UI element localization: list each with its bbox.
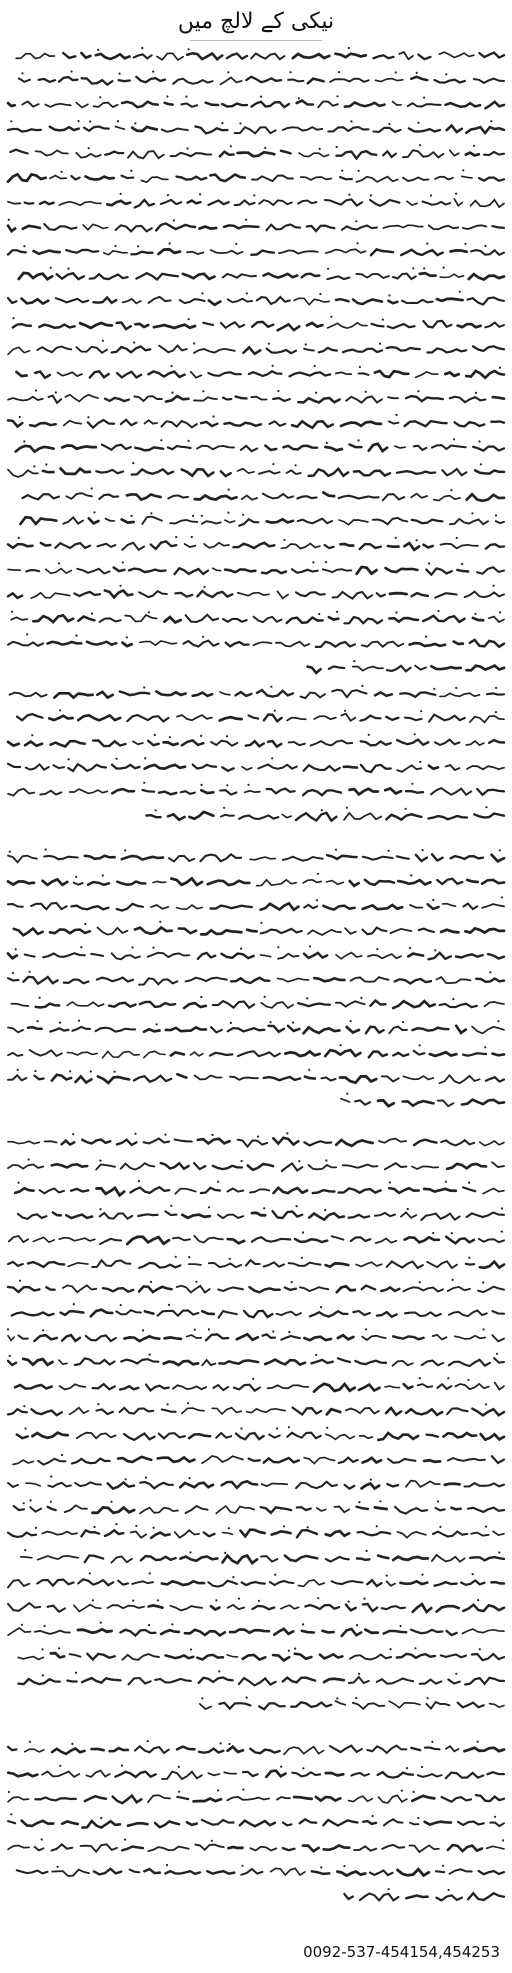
text-line xyxy=(23,487,505,500)
text-line xyxy=(8,1132,504,1146)
text-line xyxy=(344,1888,504,1900)
text-line xyxy=(8,193,504,208)
text-line xyxy=(17,1864,504,1876)
text-line xyxy=(8,561,504,575)
text-line xyxy=(8,1020,504,1034)
text-line xyxy=(8,1740,504,1754)
text-line xyxy=(13,1454,504,1465)
text-line xyxy=(8,1572,504,1587)
text-line xyxy=(8,1622,504,1637)
text-line xyxy=(308,660,504,673)
text-line xyxy=(341,1093,504,1107)
text-line xyxy=(8,536,504,550)
text-line xyxy=(11,610,504,624)
text-line xyxy=(8,1256,504,1268)
text-line xyxy=(10,144,504,158)
text-line xyxy=(8,1838,504,1852)
article-title: نیکی کے لالچ میں xyxy=(177,9,335,34)
text-line xyxy=(18,1205,504,1220)
text-line xyxy=(9,1231,504,1245)
text-line xyxy=(8,1279,504,1293)
text-line xyxy=(16,47,504,60)
text-line xyxy=(21,1549,504,1563)
text-line xyxy=(8,633,504,647)
text-line xyxy=(8,1813,504,1827)
text-line xyxy=(8,782,504,796)
text-line xyxy=(20,511,504,526)
text-line xyxy=(8,733,504,746)
text-line xyxy=(8,120,504,133)
text-line xyxy=(11,996,504,1008)
text-line xyxy=(19,267,504,280)
text-line xyxy=(12,316,504,331)
text-line xyxy=(8,945,504,959)
text-line xyxy=(200,1697,504,1710)
text-line xyxy=(15,1377,504,1392)
text-line xyxy=(15,1180,504,1195)
contact-phone: 0092-537-454154,454253 xyxy=(303,1943,500,1961)
text-line xyxy=(8,1044,504,1058)
text-line xyxy=(17,1426,504,1440)
text-line xyxy=(8,757,504,772)
text-line xyxy=(8,1523,504,1538)
text-line xyxy=(8,1069,504,1083)
text-line xyxy=(8,414,504,428)
text-line xyxy=(19,70,504,84)
text-line xyxy=(8,219,504,232)
text-line xyxy=(8,848,504,862)
text-line xyxy=(8,873,504,886)
text-line xyxy=(17,709,504,722)
text-line xyxy=(8,1789,504,1804)
text-line xyxy=(16,365,504,378)
text-line xyxy=(8,1475,504,1488)
text-line xyxy=(8,1353,504,1366)
text-line xyxy=(8,1597,504,1612)
text-line xyxy=(8,242,504,255)
text-line xyxy=(8,462,504,477)
text-line xyxy=(9,685,504,698)
text-line xyxy=(8,971,504,985)
text-line xyxy=(8,291,504,305)
text-line xyxy=(8,585,504,599)
text-line xyxy=(8,169,504,182)
text-line xyxy=(8,389,504,402)
text-line xyxy=(8,1158,504,1171)
text-line xyxy=(7,1328,504,1341)
text-line xyxy=(8,896,504,910)
text-line xyxy=(8,340,504,355)
text-line xyxy=(18,1647,504,1660)
text-line xyxy=(8,95,504,108)
text-line xyxy=(14,921,504,936)
text-line xyxy=(16,438,504,451)
text-line xyxy=(12,1303,504,1318)
text-line xyxy=(19,1670,505,1685)
text-line xyxy=(8,1765,504,1780)
text-line xyxy=(8,1402,504,1415)
text-line xyxy=(147,806,505,820)
text-line xyxy=(14,1499,504,1513)
